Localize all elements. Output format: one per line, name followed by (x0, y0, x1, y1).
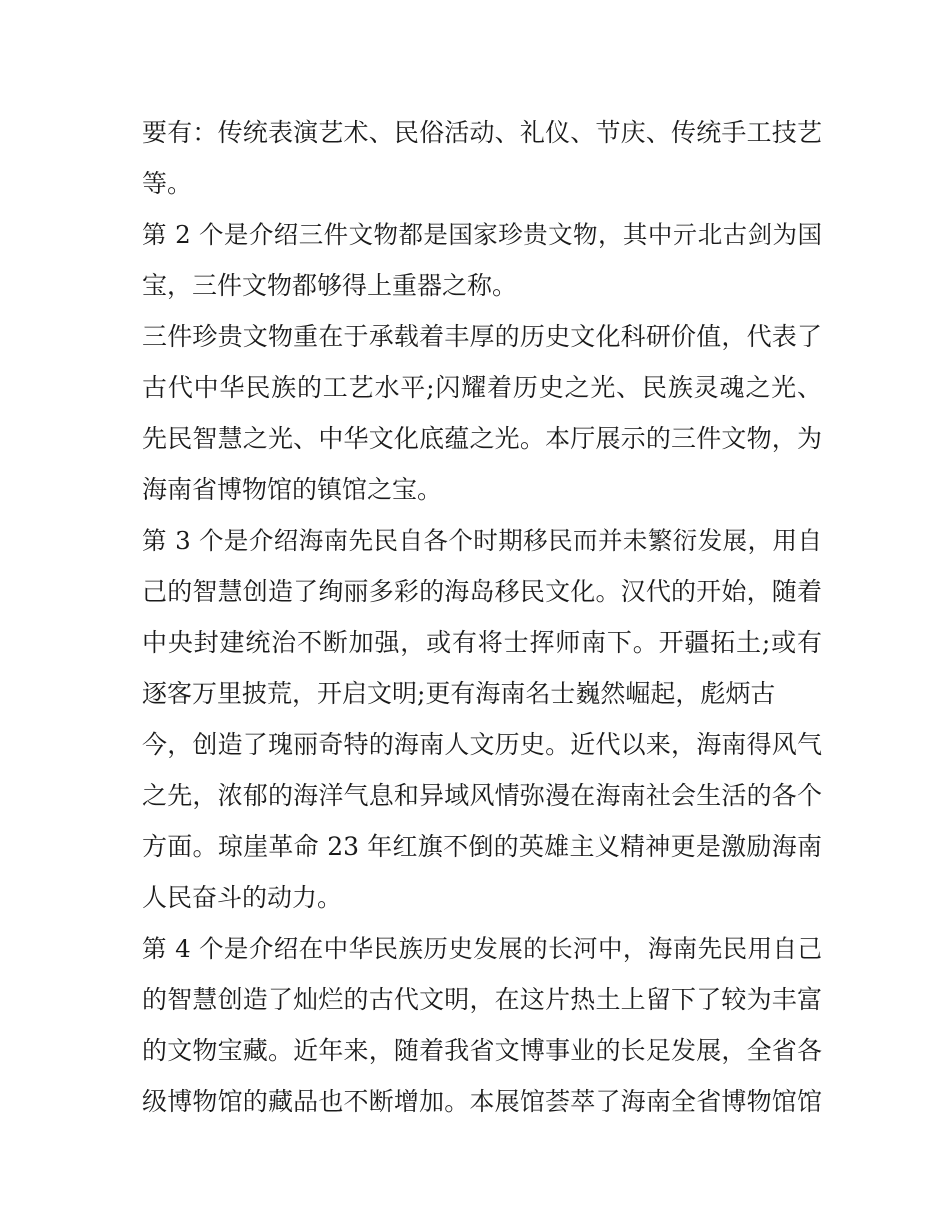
text-line: 宝，三件文物都够得上重器之称。 (142, 271, 518, 300)
text-line: 级博物馆的藏品也不断增加。本展馆荟萃了海南全省博物馆馆 (142, 1087, 822, 1116)
text-line: 人民奋斗的动力。 (142, 883, 343, 912)
text-line: 的文物宝藏。近年来，随着我省文博事业的长足发展，全省各 (142, 1036, 822, 1065)
text-line: 等。 (142, 169, 193, 198)
text-line: 己的智慧创造了绚丽多彩的海岛移民文化。汉代的开始，随着 (142, 577, 822, 606)
text-line: 三件珍贵文物重在于承载着丰厚的历史文化科研价值，代表了 (142, 322, 822, 351)
text-line: 先民智慧之光、中华文化底蕴之光。本厅展示的三件文物，为 (142, 424, 822, 453)
text-line: 逐客万里披荒，开启文明;更有海南名士巍然崛起，彪炳古 (142, 679, 776, 708)
text-line: 方面。琼崖革命 23 年红旗不倒的英雄主义精神更是激励海南 (142, 832, 822, 861)
body-text (142, 107, 822, 1127)
text-line: 第 2 个是介绍三件文物都是国家珍贵文物，其中亓北古剑为国 (142, 220, 822, 249)
text-line: 第 4 个是介绍在中华民族历史发展的长河中，海南先民用自己 (142, 934, 822, 963)
text-line: 要有：传统表演艺术、民俗活动、礼仪、节庆、传统手工技艺 (142, 118, 822, 147)
text-line: 古代中华民族的工艺水平;闪耀着历史之光、民族灵魂之光、 (142, 373, 822, 402)
text-line: 中央封建统治不断加强，或有将士挥师南下。开疆拓土;或有 (142, 628, 822, 657)
text-line: 之先，浓郁的海洋气息和异域风情弥漫在海南社会生活的各个 (142, 781, 822, 810)
text-line: 今，创造了瑰丽奇特的海南人文历史。近代以来，海南得风气 (142, 730, 822, 759)
text-line: 的智慧创造了灿烂的古代文明，在这片热土上留下了较为丰富 (142, 985, 822, 1014)
text-line: 第 3 个是介绍海南先民自各个时期移民而并未繁衍发展，用自 (142, 526, 822, 555)
text-line: 海南省博物馆的镇馆之宝。 (142, 475, 443, 504)
